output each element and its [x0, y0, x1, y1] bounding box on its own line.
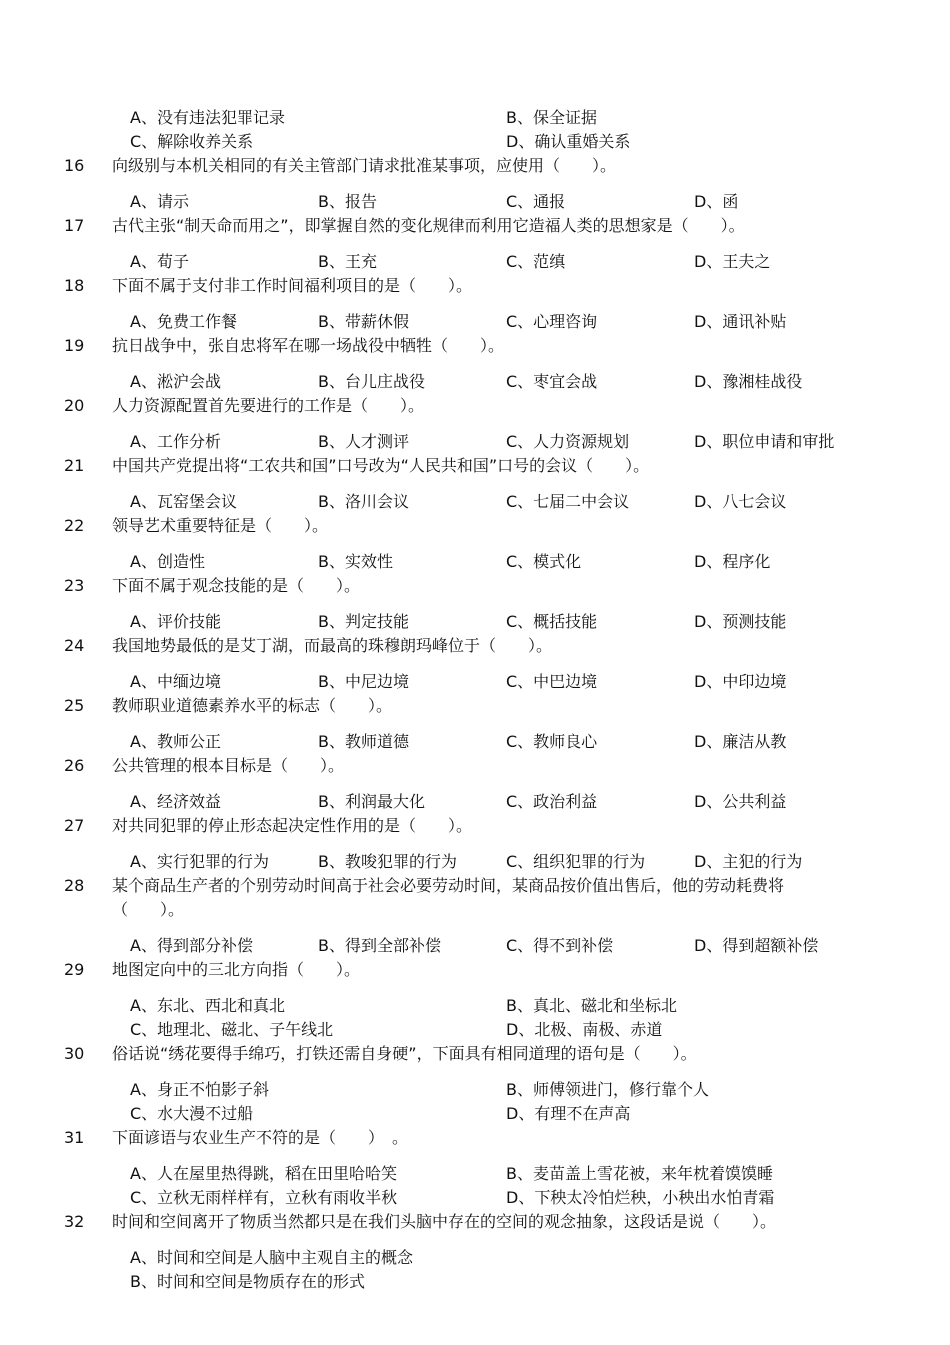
- question-number: 21: [64, 456, 85, 475]
- option-19-b: B、台儿庄战役: [318, 372, 425, 391]
- question-text: 对共同犯罪的停止形态起决定性作用的是（ ）。: [112, 816, 473, 835]
- option-20-d: D、职位申请和审批: [694, 432, 835, 451]
- option-21-d: D、八七会议: [694, 492, 787, 511]
- option-25-b: B、教师道德: [318, 732, 409, 751]
- question-number: 31: [64, 1128, 85, 1147]
- option-26-d: D、公共利益: [694, 792, 787, 811]
- option-16-b: B、报告: [318, 192, 377, 211]
- question-31: [0, 1126, 950, 1150]
- option-21-c: C、七届二中会议: [506, 492, 630, 511]
- option-21-b: B、洛川会议: [318, 492, 409, 511]
- option-23-b: B、判定技能: [318, 612, 409, 631]
- question-29: [0, 958, 950, 982]
- option-19-d: D、豫湘桂战役: [694, 372, 803, 391]
- question-number: 26: [64, 756, 85, 775]
- option-32-a: A、时间和空间是人脑中主观自主的概念: [130, 1248, 413, 1267]
- option-20-c: C、人力资源规划: [506, 432, 630, 451]
- option-31-c: C、立秋无雨样样有，立秋有雨收半秋: [130, 1188, 398, 1207]
- option-22-c: C、模式化: [506, 552, 582, 571]
- option-28-a: A、得到部分补偿: [130, 936, 253, 955]
- question-23: [0, 574, 950, 598]
- option-32-b: B、时间和空间是物质存在的形式: [130, 1272, 365, 1291]
- question-text: 公共管理的根本目标是（ ）。: [112, 756, 345, 775]
- question-text: 下面谚语与农业生产不符的是（ ） 。: [112, 1128, 409, 1147]
- question-text: 时间和空间离开了物质当然都只是在我们头脑中存在的空间的观念抽象，这段话是说（ ）。: [112, 1212, 777, 1231]
- option-18-d: D、通讯补贴: [694, 312, 787, 331]
- option-17-d: D、王夫之: [694, 252, 771, 271]
- option-27-d: D、主犯的行为: [694, 852, 803, 871]
- option-16-c: C、通报: [506, 192, 566, 211]
- option-27-b: B、教唆犯罪的行为: [318, 852, 457, 871]
- option-28-b: B、得到全部补偿: [318, 936, 441, 955]
- option-pre-a: A、没有违法犯罪记录: [130, 108, 285, 127]
- option-28-d: D、得到超额补偿: [694, 936, 819, 955]
- question-19: [0, 334, 950, 358]
- option-18-b: B、带薪休假: [318, 312, 409, 331]
- option-27-a: A、实行犯罪的行为: [130, 852, 269, 871]
- option-20-b: B、人才测评: [318, 432, 409, 451]
- option-19-a: A、淞沪会战: [130, 372, 221, 391]
- option-24-a: A、中缅边境: [130, 672, 221, 691]
- option-30-d: D、有理不在声高: [506, 1104, 631, 1123]
- question-text: 地图定向中的三北方向指（ ）。: [112, 960, 361, 979]
- option-25-d: D、廉洁从教: [694, 732, 787, 751]
- option-pre-b: B、保全证据: [506, 108, 597, 127]
- option-26-b: B、利润最大化: [318, 792, 425, 811]
- option-24-b: B、中尼边境: [318, 672, 409, 691]
- question-26: [0, 754, 950, 778]
- option-24-d: D、中印边境: [694, 672, 787, 691]
- question-text: 抗日战争中，张自忠将军在哪一场战役中牺牲（ ）。: [112, 336, 505, 355]
- option-31-d: D、下秧太冷怕烂秧，小秧出水怕青霜: [506, 1188, 775, 1207]
- question-text: 人力资源配置首先要进行的工作是（ ）。: [112, 396, 425, 415]
- option-23-a: A、评价技能: [130, 612, 221, 631]
- option-24-c: C、中巴边境: [506, 672, 598, 691]
- question-24: [0, 634, 950, 658]
- option-25-a: A、教师公正: [130, 732, 221, 751]
- question-number: 20: [64, 396, 85, 415]
- option-29-d: D、北极、南极、赤道: [506, 1020, 663, 1039]
- question-30: [0, 1042, 950, 1066]
- option-18-a: A、免费工作餐: [130, 312, 237, 331]
- question-number: 19: [64, 336, 85, 355]
- option-29-a: A、东北、西北和真北: [130, 996, 285, 1015]
- question-22: [0, 514, 950, 538]
- option-23-d: D、预测技能: [694, 612, 787, 631]
- question-17: [0, 214, 950, 238]
- question-number: 16: [64, 156, 85, 175]
- option-31-a: A、人在屋里热得跳，稻在田里哈哈笑: [130, 1164, 397, 1183]
- question-text: 我国地势最低的是艾丁湖，而最高的珠穆朗玛峰位于（ ）。: [112, 636, 553, 655]
- question-number: 27: [64, 816, 85, 835]
- question-18: [0, 274, 950, 298]
- question-text: 中国共产党提出将“工农共和国”口号改为“人民共和国”口号的会议（ ）。: [112, 456, 650, 475]
- option-25-c: C、教师良心: [506, 732, 598, 751]
- option-22-a: A、创造性: [130, 552, 205, 571]
- question-27: [0, 814, 950, 838]
- question-number: 32: [64, 1212, 85, 1231]
- option-16-d: D、函: [694, 192, 739, 211]
- question-number: 25: [64, 696, 85, 715]
- option-pre-c: C、解除收养关系: [130, 132, 254, 151]
- option-29-c: C、地理北、磁北、子午线北: [130, 1020, 334, 1039]
- question-21: [0, 454, 950, 478]
- option-18-c: C、心理咨询: [506, 312, 598, 331]
- question-32: [0, 1210, 950, 1234]
- question-number: 28: [64, 876, 85, 895]
- option-17-a: A、荀子: [130, 252, 189, 271]
- option-16-a: A、请示: [130, 192, 189, 211]
- question-number: 24: [64, 636, 85, 655]
- option-28-c: C、得不到补偿: [506, 936, 614, 955]
- question-text: 向级别与本机关相同的有关主管部门请求批准某事项，应使用（ ）。: [112, 156, 617, 175]
- question-16: [0, 154, 950, 178]
- option-22-b: B、实效性: [318, 552, 393, 571]
- question-text: 某个商品生产者的个别劳动时间高于社会必要劳动时间，某商品按价值出售后，他的劳动耗费将（ ）。: [112, 876, 785, 919]
- option-31-b: B、麦苗盖上雪花被，来年枕着馍馍睡: [506, 1164, 773, 1183]
- question-text: 下面不属于观念技能的是（ ）。: [112, 576, 361, 595]
- option-20-a: A、工作分析: [130, 432, 221, 451]
- option-27-c: C、组织犯罪的行为: [506, 852, 646, 871]
- question-number: 17: [64, 216, 85, 235]
- option-30-b: B、师傅领进门，修行靠个人: [506, 1080, 709, 1099]
- question-number: 30: [64, 1044, 85, 1063]
- question-text: 俗话说“绣花要得手绵巧，打铁还需自身硬”，下面具有相同道理的语句是（ ）。: [112, 1044, 697, 1063]
- option-23-c: C、概括技能: [506, 612, 598, 631]
- question-25: [0, 694, 950, 718]
- option-29-b: B、真北、磁北和坐标北: [506, 996, 677, 1015]
- question-number: 18: [64, 276, 85, 295]
- option-26-c: C、政治利益: [506, 792, 598, 811]
- option-17-c: C、范缜: [506, 252, 566, 271]
- option-21-a: A、瓦窑堡会议: [130, 492, 237, 511]
- question-number: 23: [64, 576, 85, 595]
- question-20: [0, 394, 950, 418]
- option-30-a: A、身正不怕影子斜: [130, 1080, 269, 1099]
- option-pre-d: D、确认重婚关系: [506, 132, 631, 151]
- question-text: 领导艺术重要特征是（ ）。: [112, 516, 329, 535]
- question-text: 下面不属于支付非工作时间福利项目的是（ ）。: [112, 276, 473, 295]
- question-text: 古代主张“制天命而用之”，即掌握自然的变化规律而利用它造福人类的思想家是（ ）。: [112, 216, 745, 235]
- option-19-c: C、枣宜会战: [506, 372, 598, 391]
- option-22-d: D、程序化: [694, 552, 771, 571]
- question-28: [0, 874, 950, 919]
- option-17-b: B、王充: [318, 252, 377, 271]
- question-number: 22: [64, 516, 85, 535]
- question-number: 29: [64, 960, 85, 979]
- question-text: 教师职业道德素养水平的标志（ ）。: [112, 696, 393, 715]
- option-30-c: C、水大漫不过船: [130, 1104, 254, 1123]
- option-26-a: A、经济效益: [130, 792, 221, 811]
